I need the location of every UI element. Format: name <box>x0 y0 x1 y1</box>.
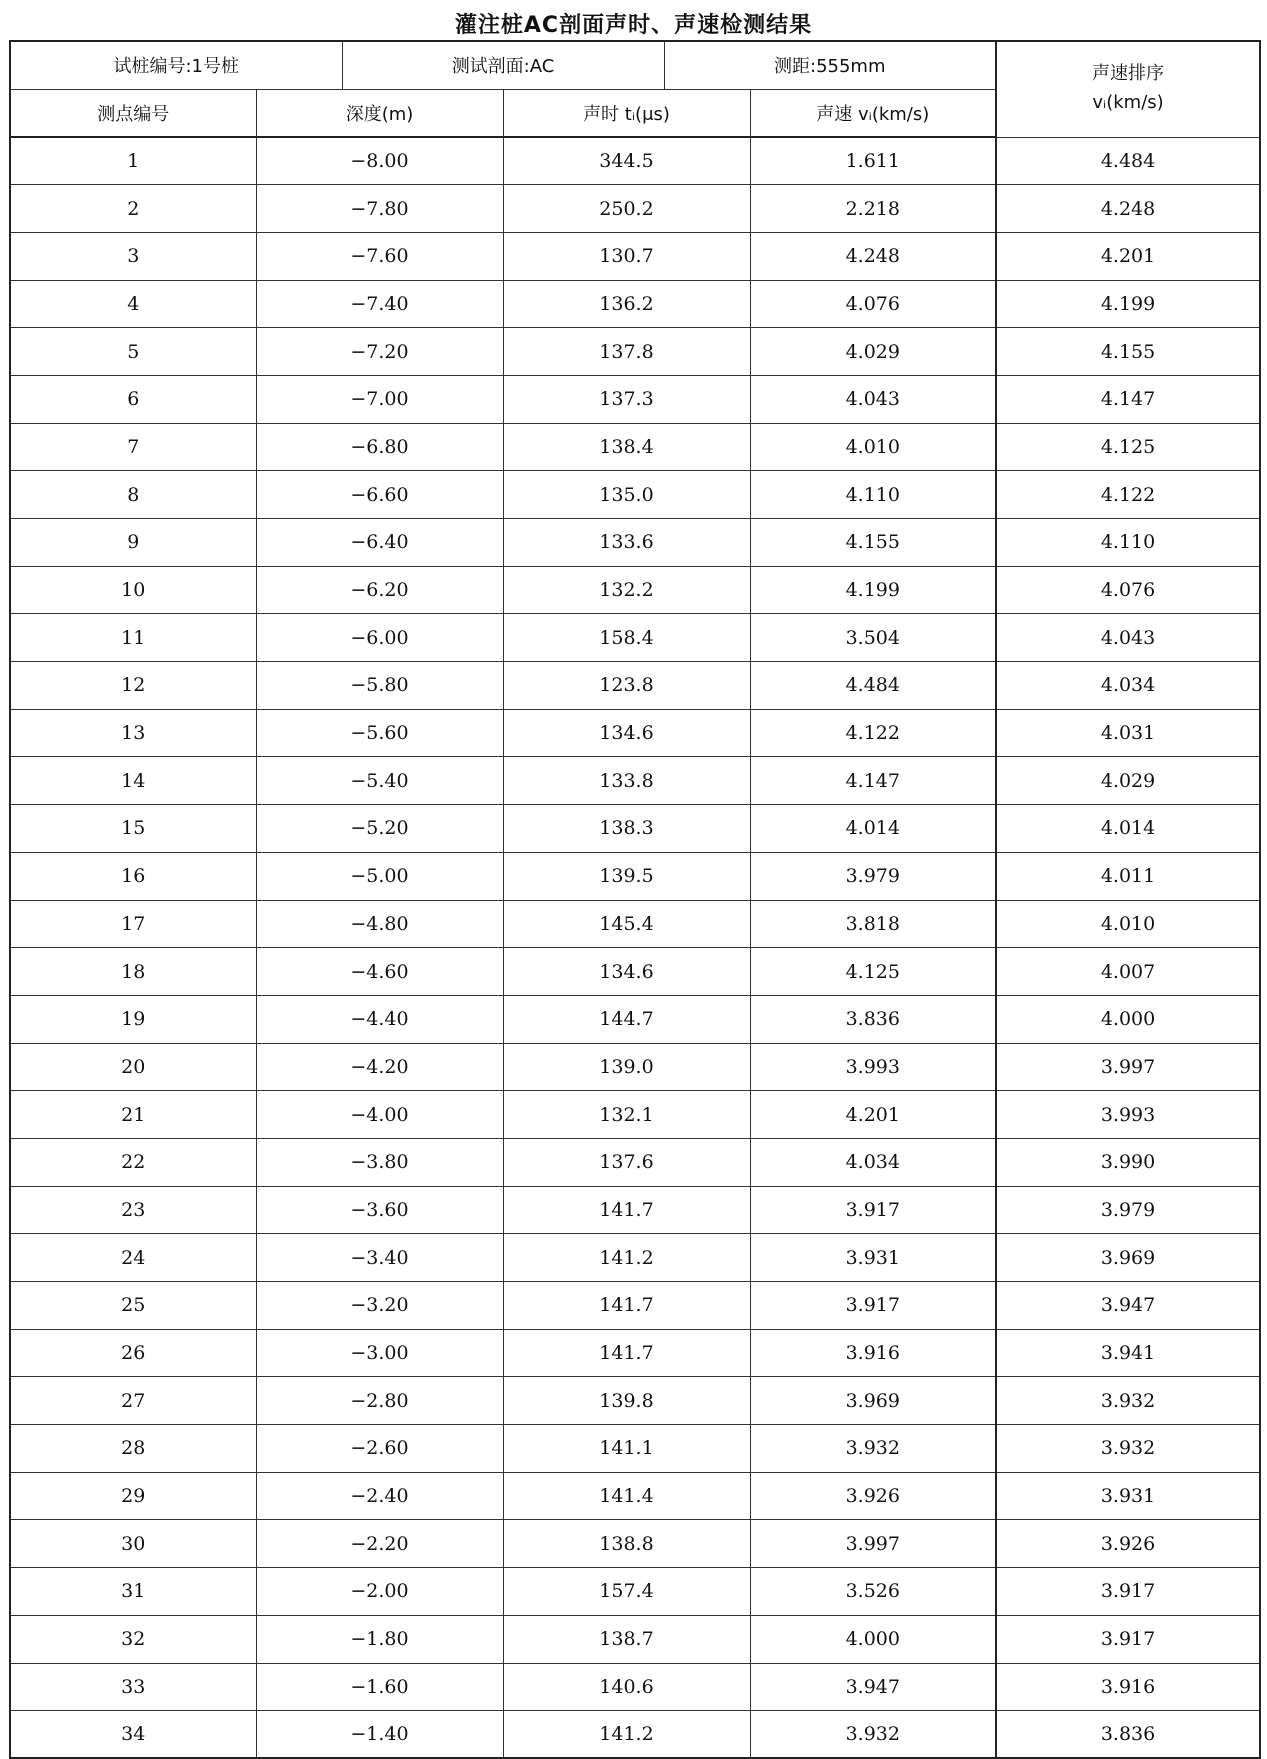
point-number-cell: 17 <box>10 900 256 948</box>
sorted-velocity-cell: 3.932 <box>996 1425 1260 1473</box>
point-number-cell: 12 <box>10 662 256 710</box>
sound-time-cell: 141.1 <box>503 1425 750 1473</box>
table-row <box>10 1663 1260 1711</box>
sound-time-cell: 141.2 <box>503 1234 750 1282</box>
sound-time-cell: 139.5 <box>503 852 750 900</box>
table-row <box>10 1138 1260 1186</box>
point-number-cell: 5 <box>10 328 256 376</box>
sound-time-cell: 144.7 <box>503 995 750 1043</box>
sorted-velocity-cell: 4.034 <box>996 662 1260 710</box>
sorted-velocity-cell: 4.248 <box>996 185 1260 233</box>
point-number-cell: 33 <box>10 1663 256 1711</box>
table-row <box>10 1091 1260 1139</box>
point-number-cell: 29 <box>10 1472 256 1520</box>
sound-time-cell: 133.8 <box>503 757 750 805</box>
table-row <box>10 852 1260 900</box>
point-number-cell: 6 <box>10 375 256 423</box>
sound-velocity-cell: 3.997 <box>750 1520 996 1568</box>
sorted-velocity-cell: 4.043 <box>996 614 1260 662</box>
sound-velocity-cell: 3.836 <box>750 995 996 1043</box>
sorted-velocity-cell: 4.076 <box>996 566 1260 614</box>
depth-cell: −1.80 <box>256 1615 503 1663</box>
pile-number-cell: 试桩编号:1号桩 <box>10 41 342 89</box>
depth-cell: −4.40 <box>256 995 503 1043</box>
sorted-velocity-cell: 3.969 <box>996 1234 1260 1282</box>
sorted-velocity-cell: 3.993 <box>996 1091 1260 1139</box>
table-row <box>10 614 1260 662</box>
sound-time-cell: 137.8 <box>503 328 750 376</box>
sound-velocity-cell: 4.034 <box>750 1138 996 1186</box>
table-row <box>10 375 1260 423</box>
sound-time-cell: 134.6 <box>503 948 750 996</box>
point-number-cell: 18 <box>10 948 256 996</box>
point-number-cell: 34 <box>10 1711 256 1759</box>
sorted-velocity-cell: 4.014 <box>996 805 1260 853</box>
depth-cell: −2.60 <box>256 1425 503 1473</box>
depth-cell: −2.40 <box>256 1472 503 1520</box>
table-row <box>10 948 1260 996</box>
depth-cell: −6.20 <box>256 566 503 614</box>
sound-velocity-cell: 3.917 <box>750 1186 996 1234</box>
table-body <box>10 137 1260 1758</box>
point-number-cell: 19 <box>10 995 256 1043</box>
page-title: 灌注桩AC剖面声时、声速检测结果 <box>454 13 813 38</box>
depth-cell: −3.60 <box>256 1186 503 1234</box>
sound-velocity-cell: 4.201 <box>750 1091 996 1139</box>
sound-time-cell: 250.2 <box>503 185 750 233</box>
sound-velocity-cell: 3.979 <box>750 852 996 900</box>
point-number-header: 测点编号 <box>10 89 256 137</box>
point-number-cell: 7 <box>10 423 256 471</box>
sorted-velocity-cell: 3.990 <box>996 1138 1260 1186</box>
sound-velocity-cell: 4.199 <box>750 566 996 614</box>
results-table <box>9 40 1261 1759</box>
point-number-cell: 9 <box>10 519 256 567</box>
sound-velocity-cell: 3.526 <box>750 1568 996 1616</box>
sound-time-cell: 139.8 <box>503 1377 750 1425</box>
sorted-velocity-cell: 4.199 <box>996 280 1260 328</box>
sound-velocity-cell: 3.993 <box>750 1043 996 1091</box>
point-number-cell: 3 <box>10 232 256 280</box>
depth-header: 深度(m) <box>256 89 503 137</box>
sound-velocity-cell: 4.043 <box>750 375 996 423</box>
sorted-velocity-cell: 3.931 <box>996 1472 1260 1520</box>
depth-cell: −1.60 <box>256 1663 503 1711</box>
sound-velocity-cell: 4.125 <box>750 948 996 996</box>
sound-time-cell: 138.8 <box>503 1520 750 1568</box>
sorted-velocity-cell: 4.155 <box>996 328 1260 376</box>
point-number-cell: 32 <box>10 1615 256 1663</box>
depth-cell: −4.80 <box>256 900 503 948</box>
depth-cell: −7.80 <box>256 185 503 233</box>
point-number-cell: 1 <box>10 137 256 185</box>
depth-cell: −1.40 <box>256 1711 503 1759</box>
depth-cell: −4.20 <box>256 1043 503 1091</box>
sound-time-cell: 135.0 <box>503 471 750 519</box>
sound-velocity-cell: 2.218 <box>750 185 996 233</box>
table-row <box>10 137 1260 185</box>
table-row <box>10 1472 1260 1520</box>
sound-time-cell: 132.2 <box>503 566 750 614</box>
depth-cell: −5.80 <box>256 662 503 710</box>
point-number-cell: 21 <box>10 1091 256 1139</box>
sorted-velocity-header <box>996 41 1260 137</box>
sound-time-cell: 158.4 <box>503 614 750 662</box>
sound-velocity-cell: 4.147 <box>750 757 996 805</box>
sound-velocity-cell: 4.029 <box>750 328 996 376</box>
sound-time-header: 声时 tᵢ(μs) <box>503 89 750 137</box>
point-number-cell: 28 <box>10 1425 256 1473</box>
sorted-velocity-cell: 3.979 <box>996 1186 1260 1234</box>
depth-cell: −2.20 <box>256 1520 503 1568</box>
point-number-cell: 13 <box>10 709 256 757</box>
sound-velocity-cell: 4.248 <box>750 232 996 280</box>
sound-time-cell: 141.7 <box>503 1329 750 1377</box>
table-row <box>10 185 1260 233</box>
sorted-velocity-cell: 4.201 <box>996 232 1260 280</box>
sound-time-cell: 145.4 <box>503 900 750 948</box>
sorted-velocity-cell: 4.000 <box>996 995 1260 1043</box>
point-number-cell: 16 <box>10 852 256 900</box>
sound-velocity-cell: 3.818 <box>750 900 996 948</box>
table-row <box>10 900 1260 948</box>
sound-velocity-cell: 4.010 <box>750 423 996 471</box>
depth-cell: −7.40 <box>256 280 503 328</box>
sorted-velocity-cell: 3.926 <box>996 1520 1260 1568</box>
sound-time-cell: 132.1 <box>503 1091 750 1139</box>
depth-cell: −5.20 <box>256 805 503 853</box>
point-number-cell: 30 <box>10 1520 256 1568</box>
sorted-velocity-cell: 4.029 <box>996 757 1260 805</box>
depth-cell: −7.60 <box>256 232 503 280</box>
point-number-cell: 8 <box>10 471 256 519</box>
info-row <box>10 41 1260 89</box>
sound-time-cell: 139.0 <box>503 1043 750 1091</box>
table-row <box>10 1282 1260 1330</box>
point-number-cell: 27 <box>10 1377 256 1425</box>
table-row <box>10 423 1260 471</box>
sound-time-cell: 157.4 <box>503 1568 750 1616</box>
depth-cell: −8.00 <box>256 137 503 185</box>
depth-cell: −3.80 <box>256 1138 503 1186</box>
test-distance-cell: 测距:555mm <box>664 41 996 89</box>
sound-velocity-cell: 3.932 <box>750 1711 996 1759</box>
sound-velocity-cell: 4.484 <box>750 662 996 710</box>
sorted-velocity-cell: 4.031 <box>996 709 1260 757</box>
point-number-cell: 14 <box>10 757 256 805</box>
sound-velocity-cell: 3.504 <box>750 614 996 662</box>
sound-velocity-header: 声速 vᵢ(km/s) <box>750 89 996 137</box>
depth-cell: −7.00 <box>256 375 503 423</box>
sorted-velocity-cell: 4.125 <box>996 423 1260 471</box>
sound-velocity-cell: 3.932 <box>750 1425 996 1473</box>
table-row <box>10 280 1260 328</box>
sound-velocity-cell: 4.014 <box>750 805 996 853</box>
depth-cell: −6.60 <box>256 471 503 519</box>
table-row <box>10 232 1260 280</box>
depth-cell: −7.20 <box>256 328 503 376</box>
point-number-cell: 23 <box>10 1186 256 1234</box>
sound-velocity-cell: 3.916 <box>750 1329 996 1377</box>
table-row <box>10 662 1260 710</box>
depth-cell: −2.80 <box>256 1377 503 1425</box>
sound-velocity-cell: 3.926 <box>750 1472 996 1520</box>
point-number-cell: 2 <box>10 185 256 233</box>
table-row <box>10 709 1260 757</box>
table-row <box>10 328 1260 376</box>
depth-cell: −3.40 <box>256 1234 503 1282</box>
depth-cell: −3.00 <box>256 1329 503 1377</box>
sorted-velocity-cell: 4.122 <box>996 471 1260 519</box>
sorted-velocity-cell: 3.947 <box>996 1282 1260 1330</box>
sorted-velocity-cell: 4.147 <box>996 375 1260 423</box>
table-row <box>10 1425 1260 1473</box>
point-number-cell: 11 <box>10 614 256 662</box>
table-row <box>10 566 1260 614</box>
sorted-velocity-cell: 3.997 <box>996 1043 1260 1091</box>
table-row <box>10 1568 1260 1616</box>
sound-time-cell: 134.6 <box>503 709 750 757</box>
sorted-velocity-cell: 3.916 <box>996 1663 1260 1711</box>
sound-time-cell: 138.7 <box>503 1615 750 1663</box>
table-row <box>10 519 1260 567</box>
depth-cell: −3.20 <box>256 1282 503 1330</box>
table-row <box>10 1377 1260 1425</box>
depth-cell: −5.60 <box>256 709 503 757</box>
table-row <box>10 1329 1260 1377</box>
point-number-cell: 22 <box>10 1138 256 1186</box>
table-row <box>10 1043 1260 1091</box>
depth-cell: −5.00 <box>256 852 503 900</box>
sound-time-cell: 138.3 <box>503 805 750 853</box>
depth-cell: −6.40 <box>256 519 503 567</box>
point-number-cell: 20 <box>10 1043 256 1091</box>
sound-velocity-cell: 3.917 <box>750 1282 996 1330</box>
table-row <box>10 1615 1260 1663</box>
table-row <box>10 805 1260 853</box>
table-row <box>10 995 1260 1043</box>
sorted-velocity-cell: 4.484 <box>996 137 1260 185</box>
sound-time-cell: 123.8 <box>503 662 750 710</box>
sorted-velocity-cell: 3.917 <box>996 1615 1260 1663</box>
sound-velocity-cell: 4.000 <box>750 1615 996 1663</box>
sorted-velocity-cell: 3.932 <box>996 1377 1260 1425</box>
point-number-cell: 25 <box>10 1282 256 1330</box>
sound-velocity-cell: 3.969 <box>750 1377 996 1425</box>
depth-cell: −4.60 <box>256 948 503 996</box>
depth-cell: −2.00 <box>256 1568 503 1616</box>
sound-time-cell: 344.5 <box>503 137 750 185</box>
point-number-cell: 4 <box>10 280 256 328</box>
point-number-cell: 24 <box>10 1234 256 1282</box>
point-number-cell: 15 <box>10 805 256 853</box>
depth-cell: −6.00 <box>256 614 503 662</box>
sound-velocity-cell: 4.110 <box>750 471 996 519</box>
sound-velocity-cell: 3.947 <box>750 1663 996 1711</box>
table-row <box>10 1711 1260 1759</box>
depth-cell: −4.00 <box>256 1091 503 1139</box>
point-number-cell: 31 <box>10 1568 256 1616</box>
sound-time-cell: 133.6 <box>503 519 750 567</box>
sound-time-cell: 141.7 <box>503 1282 750 1330</box>
depth-cell: −5.40 <box>256 757 503 805</box>
table-row <box>10 1234 1260 1282</box>
sound-time-cell: 141.4 <box>503 1472 750 1520</box>
sorted-velocity-cell: 3.917 <box>996 1568 1260 1616</box>
sound-velocity-cell: 4.076 <box>750 280 996 328</box>
sound-time-cell: 141.7 <box>503 1186 750 1234</box>
sound-time-cell: 136.2 <box>503 280 750 328</box>
sorted-velocity-cell: 4.110 <box>996 519 1260 567</box>
sound-time-cell: 137.6 <box>503 1138 750 1186</box>
sound-velocity-cell: 1.611 <box>750 137 996 185</box>
table-row <box>10 757 1260 805</box>
sound-velocity-cell: 4.155 <box>750 519 996 567</box>
table-row <box>10 1186 1260 1234</box>
sound-time-cell: 130.7 <box>503 232 750 280</box>
table-row <box>10 1520 1260 1568</box>
table-row <box>10 471 1260 519</box>
sound-time-cell: 140.6 <box>503 1663 750 1711</box>
test-section-cell: 测试剖面:AC <box>342 41 664 89</box>
depth-cell: −6.80 <box>256 423 503 471</box>
sorted-velocity-cell: 4.010 <box>996 900 1260 948</box>
sound-time-cell: 141.2 <box>503 1711 750 1759</box>
sorted-velocity-cell: 3.836 <box>996 1711 1260 1759</box>
sound-velocity-cell: 3.931 <box>750 1234 996 1282</box>
point-number-cell: 10 <box>10 566 256 614</box>
sorted-velocity-header-line2: vᵢ(km/s) <box>1092 92 1164 114</box>
sorted-velocity-cell: 3.941 <box>996 1329 1260 1377</box>
sorted-velocity-header-line1: 声速排序 <box>1092 63 1165 85</box>
sorted-velocity-cell: 4.011 <box>996 852 1260 900</box>
point-number-cell: 26 <box>10 1329 256 1377</box>
sorted-velocity-cell: 4.007 <box>996 948 1260 996</box>
sound-time-cell: 138.4 <box>503 423 750 471</box>
sound-velocity-cell: 4.122 <box>750 709 996 757</box>
sound-time-cell: 137.3 <box>503 375 750 423</box>
